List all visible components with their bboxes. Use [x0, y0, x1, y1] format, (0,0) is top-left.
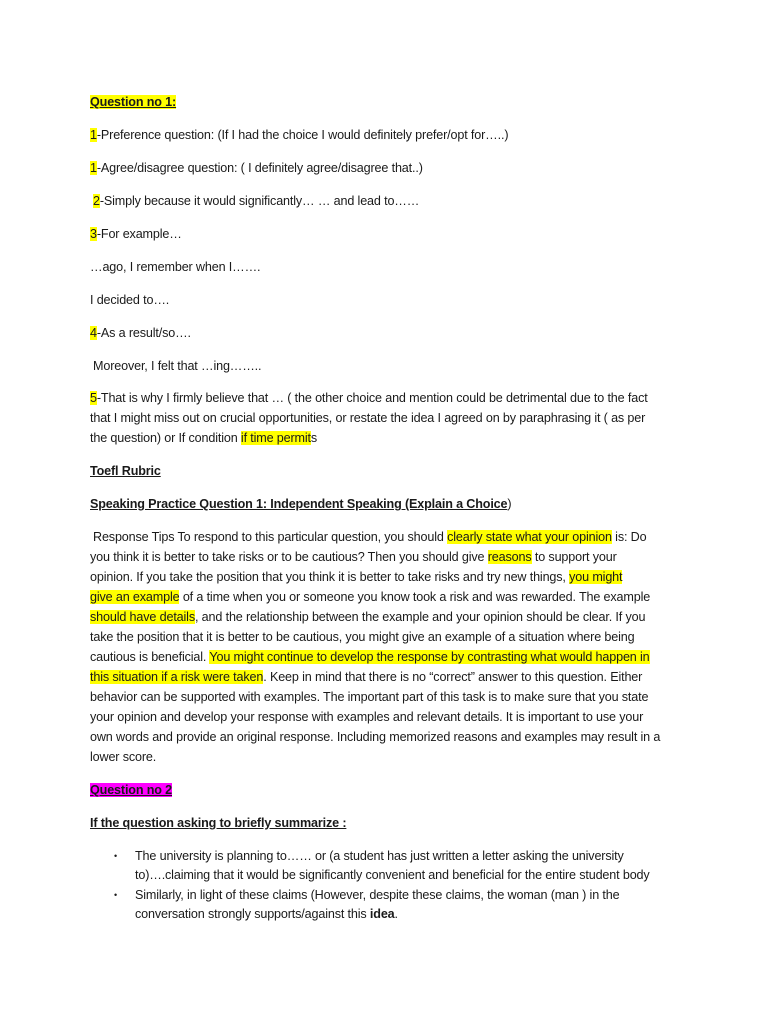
highlight-reasons: reasons — [487, 550, 532, 564]
question-2-heading — [90, 782, 172, 798]
tips-text: . Keep in mind that there is no “correct” answer to this question. Either — [263, 670, 643, 684]
bold-idea: idea — [369, 907, 395, 921]
bullet-1-line-2: to)….claiming that it would be significantly convenient and beneficial for the entire student body — [135, 868, 650, 882]
tips-line-6: take the position that it is better to be cautious, you might give an example of a situation where being — [90, 630, 635, 644]
tips-text: to support your — [531, 550, 617, 564]
question-1-heading-text: Question no 1: — [90, 95, 177, 109]
final-line-text: the question) or If condition — [90, 431, 241, 445]
step-number: 4 — [90, 326, 97, 340]
q1-line-final-1 — [90, 390, 648, 406]
tips-text: of a time when you or someone you know took a risk and was rewarded. The example — [179, 590, 651, 604]
tips-line-4 — [90, 589, 650, 605]
highlight-risk-taken: this situation if a risk were taken — [90, 670, 264, 684]
step-text: -For example… — [96, 227, 182, 241]
q1-line-decided: I decided to…. — [90, 293, 170, 307]
tips-text: , and the relationship between the example and your opinion should be clear. If you — [194, 610, 646, 624]
tips-line-1 — [93, 529, 646, 545]
summarize-subheading: If the question asking to briefly summarize : — [90, 816, 347, 830]
tips-text: cautious is beneficial. — [90, 650, 210, 664]
q1-line-final-2: that I might miss out on crucial opportunities, or restate the idea I agreed on by paraphrasing it ( as per — [90, 411, 646, 425]
step-number: 3 — [90, 227, 97, 241]
q1-line-result — [90, 325, 191, 341]
step-number: 5 — [90, 391, 97, 405]
tips-line-8 — [90, 669, 642, 685]
highlight-contrast: You might continue to develop the response by contrasting what would happen in — [209, 650, 650, 664]
step-text: -Agree/disagree question: ( I definitely agree/disagree that..) — [96, 161, 423, 175]
bullet-2-line-1: Similarly, in light of these claims (However, despite these claims, the woman (man ) in the — [135, 888, 620, 902]
step-text: -As a result/so…. — [96, 326, 191, 340]
highlight-give-example: give an example — [90, 590, 180, 604]
speaking-practice-title: Speaking Practice Question 1: Independent Speaking (Explain a Choice — [90, 497, 508, 511]
speaking-practice-close: ) — [507, 497, 512, 511]
bullet-1-line-1: The university is planning to…… or (a student has just written a letter asking the university — [135, 849, 624, 863]
speaking-practice-heading — [90, 496, 511, 512]
bullet-marker: • — [114, 890, 118, 900]
bullet-text: conversation strongly supports/against this — [135, 907, 370, 921]
question-1-heading — [90, 94, 176, 110]
tips-text: you think it is better to take risks or to be cautious? Then you should give — [90, 550, 488, 564]
q1-line-agree — [90, 160, 423, 176]
highlight-opinion: clearly state what your opinion — [447, 530, 612, 544]
bullet-2-line-2 — [135, 906, 398, 922]
tips-line-9: behavior can be supported with examples. The important part of this task is to make sure that you state — [90, 690, 649, 704]
step-number: 1 — [90, 161, 97, 175]
q1-line-ago: …ago, I remember when I……. — [90, 260, 261, 274]
tips-text: opinion. If you take the position that you think it is better to take risks and try new things, — [90, 570, 570, 584]
step-text: -That is why I firmly believe that … ( the other choice and mention could be detrimental due to the fact — [96, 391, 648, 405]
highlight-details: should have details — [90, 610, 195, 624]
toefl-rubric-heading: Toefl Rubric — [90, 464, 161, 478]
step-number: 1 — [90, 128, 97, 142]
tips-line-12: lower score. — [90, 750, 157, 764]
q1-line-moreover: Moreover, I felt that …ing…….. — [93, 359, 262, 373]
step-text: -Preference question: (If I had the choice I would definitely prefer/opt for…..) — [96, 128, 509, 142]
q1-line-example — [90, 226, 182, 242]
q1-line-final-3 — [90, 430, 317, 446]
tips-text: is: Do — [611, 530, 647, 544]
bullet-marker: • — [114, 851, 118, 861]
tips-text: Response Tips To respond to this particular question, you should — [93, 530, 448, 544]
highlight-you-might: you might — [569, 570, 623, 584]
tips-line-7 — [90, 649, 650, 665]
bullet-text: . — [394, 907, 398, 921]
q1-line-because — [93, 193, 419, 209]
step-number: 2 — [93, 194, 100, 208]
tips-line-5 — [90, 609, 645, 625]
tips-line-2 — [90, 549, 617, 565]
tips-line-11: own words and provide an original response. Including memorized reasons and examples may result in a — [90, 730, 661, 744]
q1-line-preference — [90, 127, 508, 143]
final-line-suffix: s — [310, 431, 318, 445]
highlight-time-permit: if time permit — [240, 431, 311, 445]
tips-line-3 — [90, 569, 622, 585]
question-2-heading-text: Question no 2 — [90, 783, 173, 797]
tips-line-10: your opinion and develop your response with examples and relevant details. It is important to use your — [90, 710, 644, 724]
step-text: -Simply because it would significantly… … and lead to…… — [99, 194, 420, 208]
